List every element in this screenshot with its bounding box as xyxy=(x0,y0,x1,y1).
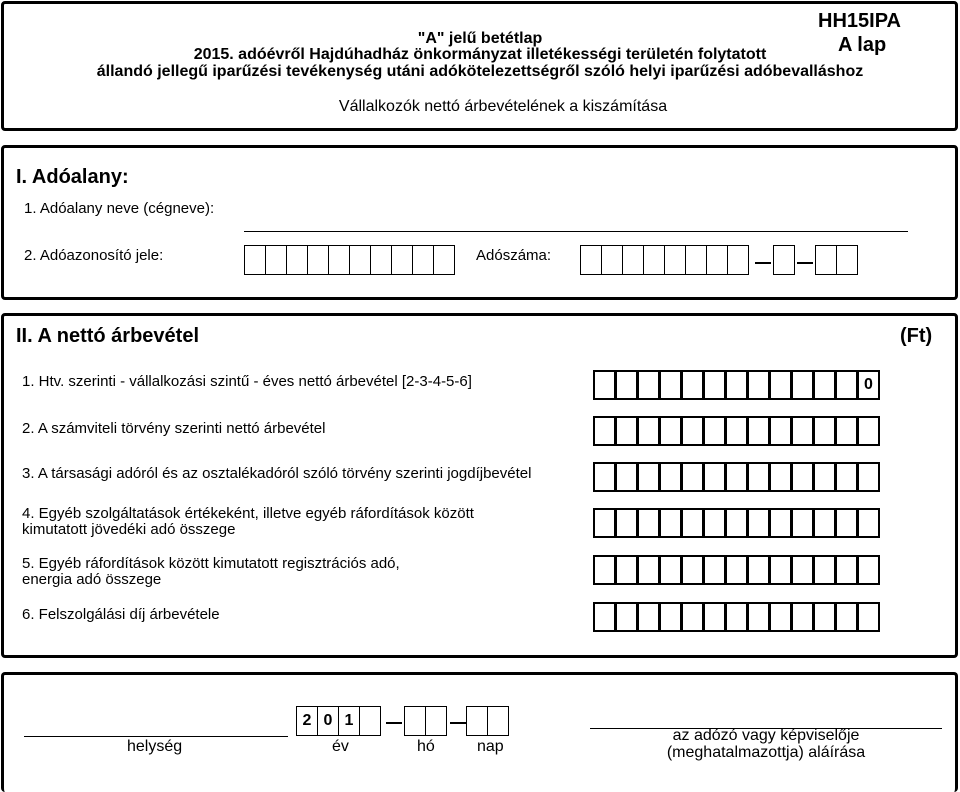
tax-number-cell[interactable] xyxy=(643,245,665,275)
year-digit: 2 xyxy=(296,706,318,736)
place-label: helység xyxy=(127,738,183,755)
value-cell[interactable] xyxy=(769,555,792,585)
month-digit-input[interactable] xyxy=(404,706,426,736)
row-3-value-boxes[interactable] xyxy=(593,462,879,492)
row-4-label-line-2: kimutatott jövedéki adó összege xyxy=(22,521,236,538)
tax-number-separator xyxy=(755,262,771,264)
value-cell[interactable] xyxy=(681,555,704,585)
tax-number-cell[interactable] xyxy=(815,245,837,275)
value-cell[interactable] xyxy=(791,555,814,585)
value-cell[interactable] xyxy=(659,555,682,585)
value-cell[interactable] xyxy=(769,462,792,492)
value-cell[interactable] xyxy=(769,370,792,400)
value-cell[interactable] xyxy=(593,416,616,446)
row-5-label-line-1: 5. Egyéb ráfordítások között kimutatott regisztrációs adó, xyxy=(22,555,400,572)
value-cell[interactable] xyxy=(703,416,726,446)
value-cell[interactable] xyxy=(615,555,638,585)
tax-number-label: Adószáma: xyxy=(476,247,552,264)
row-4-label-line-1: 4. Egyéb szolgáltatások értékeként, illetve egyéb ráfordítások között xyxy=(22,505,474,522)
value-cell[interactable] xyxy=(725,370,748,400)
value-cell[interactable] xyxy=(681,370,704,400)
row-1-label: 1. Htv. szerinti - vállalkozási szintű - éves nettó árbevétel [2-3-4-5-6] xyxy=(22,373,472,390)
value-cell-last[interactable] xyxy=(857,416,880,446)
value-cell[interactable] xyxy=(835,416,858,446)
header-line-1: 2015. adóévről Hajdúhadház önkormányzat illetékességi területén folytatott xyxy=(193,46,767,63)
row-5-value-boxes[interactable] xyxy=(593,555,879,585)
tax-number-separator xyxy=(797,262,813,264)
tax-number-cell[interactable] xyxy=(727,245,749,275)
value-cell[interactable] xyxy=(769,416,792,446)
tax-number-cell[interactable] xyxy=(601,245,623,275)
value-cell[interactable] xyxy=(769,508,792,538)
value-cell[interactable] xyxy=(791,462,814,492)
tax-id-cell[interactable] xyxy=(286,245,308,275)
value-cell[interactable] xyxy=(725,416,748,446)
row-4-value-boxes[interactable] xyxy=(593,508,879,538)
tax-number-boxes[interactable] xyxy=(580,245,749,275)
value-cell[interactable] xyxy=(593,508,616,538)
header-subtitle: Vállalkozók nettó árbevételének a kiszámítása xyxy=(338,98,668,115)
value-cell[interactable] xyxy=(593,555,616,585)
name-label: 1. Adóalany neve (cégneve): xyxy=(24,200,215,217)
value-cell[interactable] xyxy=(703,462,726,492)
value-cell[interactable] xyxy=(725,555,748,585)
value-cell[interactable] xyxy=(615,462,638,492)
value-cell[interactable] xyxy=(637,555,660,585)
value-cell[interactable] xyxy=(637,416,660,446)
value-cell[interactable] xyxy=(637,508,660,538)
value-cell-last[interactable] xyxy=(857,602,880,632)
tax-id-cell[interactable] xyxy=(412,245,434,275)
row-3-label: 3. A társasági adóról és az osztalékadóról szóló törvény szerinti jogdíjbevétel xyxy=(22,465,532,482)
form-code: HH15IPA xyxy=(818,10,901,32)
signature-label-line-2: (meghatalmazottja) aláírása xyxy=(666,744,866,761)
value-cell-last[interactable] xyxy=(857,555,880,585)
value-cell[interactable] xyxy=(659,416,682,446)
date-separator xyxy=(450,722,466,724)
day-digit-input[interactable] xyxy=(466,706,488,736)
value-cell[interactable] xyxy=(835,508,858,538)
value-cell[interactable] xyxy=(835,555,858,585)
value-cell[interactable] xyxy=(615,508,638,538)
sheet-label: A lap xyxy=(838,34,887,56)
value-cell[interactable] xyxy=(747,370,770,400)
value-cell[interactable] xyxy=(725,602,748,632)
name-field[interactable] xyxy=(244,231,908,232)
tax-id-cell[interactable] xyxy=(391,245,413,275)
tax-number-cell[interactable] xyxy=(685,245,707,275)
value-cell[interactable] xyxy=(681,508,704,538)
tax-number-cell[interactable] xyxy=(773,245,795,275)
value-cell-last[interactable]: 0 xyxy=(857,370,880,400)
tax-id-boxes[interactable] xyxy=(244,245,455,275)
value-cell-last[interactable] xyxy=(857,508,880,538)
day-label: nap xyxy=(477,738,504,755)
value-cell[interactable] xyxy=(835,602,858,632)
row-1-value-boxes[interactable] xyxy=(593,370,879,400)
value-cell[interactable] xyxy=(681,416,704,446)
row-6-label: 6. Felszolgálási díj árbevétele xyxy=(22,606,220,623)
value-cell[interactable] xyxy=(747,508,770,538)
value-cell[interactable] xyxy=(681,602,704,632)
value-cell[interactable] xyxy=(703,602,726,632)
value-cell[interactable] xyxy=(813,462,836,492)
value-cell[interactable] xyxy=(835,462,858,492)
tax-id-cell[interactable] xyxy=(244,245,266,275)
value-cell[interactable] xyxy=(593,602,616,632)
row-2-label: 2. A számviteli törvény szerinti nettó árbevétel xyxy=(22,420,326,437)
tax-number-cell[interactable] xyxy=(580,245,602,275)
tax-number-county-boxes[interactable] xyxy=(815,245,858,275)
value-cell[interactable] xyxy=(835,370,858,400)
value-cell[interactable] xyxy=(593,462,616,492)
tax-number-cell[interactable] xyxy=(706,245,728,275)
month-boxes[interactable] xyxy=(404,706,447,736)
value-cell[interactable] xyxy=(659,462,682,492)
row-2-value-boxes[interactable] xyxy=(593,416,879,446)
value-cell[interactable] xyxy=(593,370,616,400)
value-cell[interactable] xyxy=(791,416,814,446)
value-cell[interactable] xyxy=(681,462,704,492)
signature-label-line-1: az adózó vagy képviselője xyxy=(672,727,860,744)
day-digit-input[interactable] xyxy=(487,706,509,736)
value-cell[interactable] xyxy=(747,416,770,446)
value-cell[interactable] xyxy=(747,602,770,632)
value-cell[interactable] xyxy=(615,416,638,446)
value-cell[interactable] xyxy=(813,508,836,538)
value-cell[interactable] xyxy=(725,462,748,492)
value-cell[interactable] xyxy=(637,462,660,492)
value-cell[interactable] xyxy=(615,370,638,400)
value-cell[interactable] xyxy=(813,416,836,446)
tax-id-cell[interactable] xyxy=(307,245,329,275)
value-cell[interactable] xyxy=(791,508,814,538)
tax-number-cell[interactable] xyxy=(664,245,686,275)
tax-number-vat-box[interactable] xyxy=(773,245,795,275)
value-cell[interactable] xyxy=(703,555,726,585)
row-6-value-boxes[interactable] xyxy=(593,602,879,632)
value-cell[interactable] xyxy=(813,602,836,632)
id-label: 2. Adóazonosító jele: xyxy=(24,247,164,264)
tax-id-cell[interactable] xyxy=(328,245,350,275)
value-cell[interactable] xyxy=(747,555,770,585)
value-cell[interactable] xyxy=(791,602,814,632)
tax-id-cell[interactable] xyxy=(265,245,287,275)
tax-id-cell[interactable] xyxy=(370,245,392,275)
month-label: hó xyxy=(417,738,435,755)
tax-number-cell[interactable] xyxy=(836,245,858,275)
value-cell[interactable] xyxy=(791,370,814,400)
year-boxes[interactable] xyxy=(296,706,381,736)
value-cell[interactable] xyxy=(747,462,770,492)
value-cell[interactable] xyxy=(659,508,682,538)
year-digit-input[interactable] xyxy=(359,706,381,736)
tax-id-cell[interactable] xyxy=(433,245,455,275)
year-digit: 1 xyxy=(338,706,360,736)
value-cell[interactable] xyxy=(813,370,836,400)
section-2-title: II. A nettó árbevétel xyxy=(16,325,200,347)
month-digit-input[interactable] xyxy=(425,706,447,736)
header-line-2: állandó jellegű iparűzési tevékenység utáni adókötelezettségről szóló helyi iparűzési adóbevalláshoz xyxy=(96,63,864,80)
tax-number-cell[interactable] xyxy=(622,245,644,275)
year-digit: 0 xyxy=(317,706,339,736)
row-5-label-line-2: energia adó összege xyxy=(22,571,162,588)
value-cell[interactable] xyxy=(637,602,660,632)
value-cell[interactable] xyxy=(615,602,638,632)
tax-id-cell[interactable] xyxy=(349,245,371,275)
value-cell-last[interactable] xyxy=(857,462,880,492)
date-separator xyxy=(386,722,402,724)
betetlap-title: "A" jelű betétlap xyxy=(417,30,543,47)
day-boxes[interactable] xyxy=(466,706,509,736)
year-label: év xyxy=(332,738,349,755)
value-cell[interactable] xyxy=(659,370,682,400)
value-cell[interactable] xyxy=(725,508,748,538)
section-adoalany xyxy=(1,145,958,300)
unit-label: (Ft) xyxy=(900,325,933,347)
value-cell[interactable] xyxy=(637,370,660,400)
value-cell[interactable] xyxy=(703,370,726,400)
value-cell[interactable] xyxy=(813,555,836,585)
value-cell[interactable] xyxy=(769,602,792,632)
value-cell[interactable] xyxy=(659,602,682,632)
section-1-title: I. Adóalany: xyxy=(16,166,129,188)
value-cell[interactable] xyxy=(703,508,726,538)
place-field[interactable] xyxy=(24,736,288,737)
